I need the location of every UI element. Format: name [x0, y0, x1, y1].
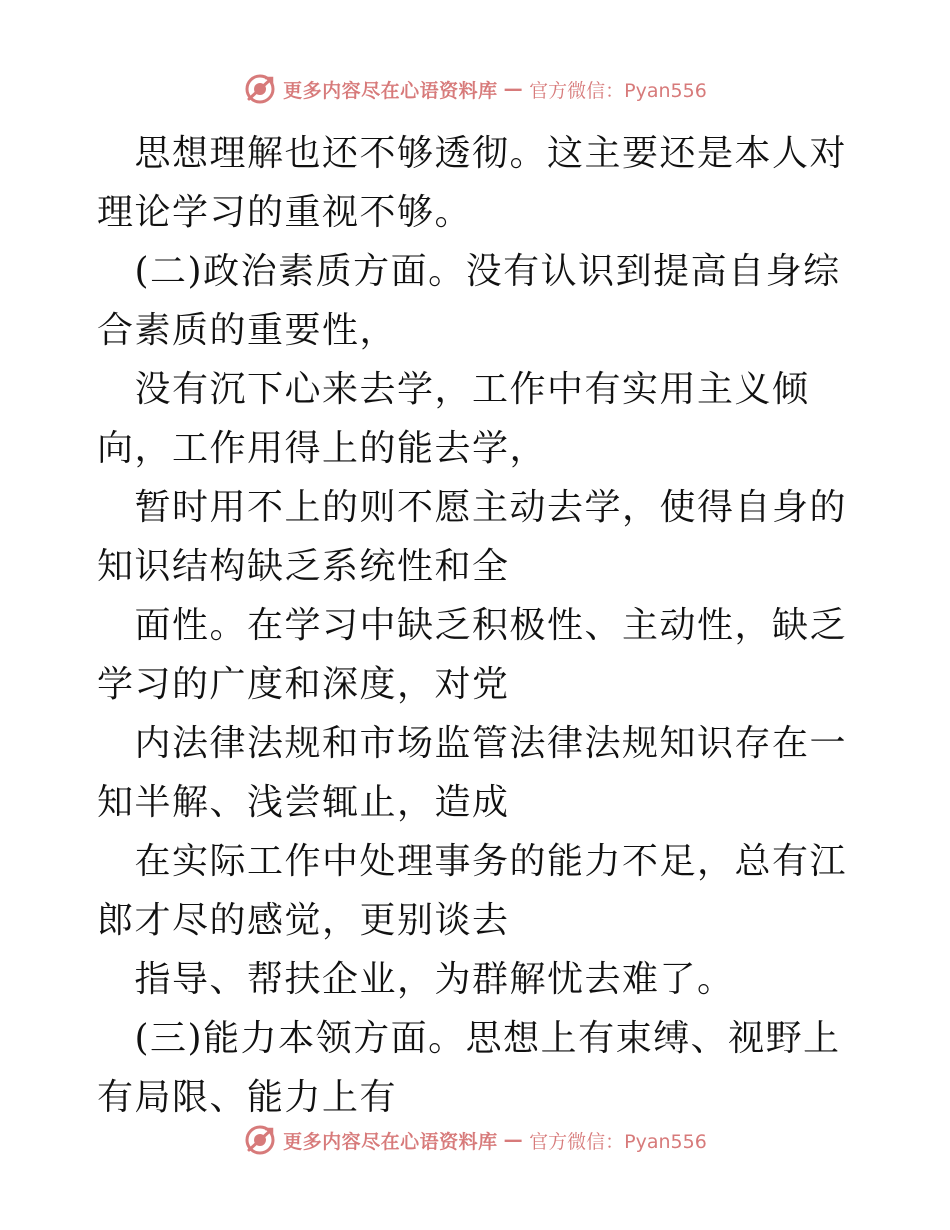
paragraph: 指导、帮扶企业，为群解忧去难了。	[97, 959, 735, 1000]
paragraph: 没有沉下心来去学，工作中有实用主义倾向，工作用得上的能去学，	[97, 369, 810, 469]
footer-contact: 官方微信：Pyan556	[529, 1130, 707, 1153]
footer-brand-text: 更多内容尽在心语资料库	[283, 1130, 498, 1153]
paragraph: 暂时用不上的则不愿主动去学，使得自身的知识结构缺乏系统性和全	[97, 487, 848, 587]
footer-separator: —	[503, 1129, 524, 1151]
header-separator: —	[503, 78, 524, 100]
header-brand-text: 更多内容尽在心语资料库	[283, 79, 498, 102]
document-body	[97, 124, 857, 1127]
brand-logo-icon	[243, 72, 277, 106]
paragraph: 内法律法规和市场监管法律法规知识存在一知半解、浅尝辄止，造成	[97, 723, 848, 823]
paragraph: (三)能力本领方面。思想上有束缚、视野上有局限、能力上有	[97, 1018, 841, 1118]
page-header-watermark	[0, 72, 950, 106]
paragraph: (二)政治素质方面。没有认识到提高自身综合素质的重要性，	[97, 251, 841, 351]
paragraph: 思想理解也还不够透彻。这主要还是本人对理论学习的重视不够。	[97, 133, 848, 233]
paragraph: 面性。在学习中缺乏积极性、主动性，缺乏学习的广度和深度，对党	[97, 605, 848, 705]
paragraph: 在实际工作中处理事务的能力不足，总有江郎才尽的感觉，更别谈去	[97, 841, 848, 941]
brand-logo-icon	[243, 1123, 277, 1157]
page-footer-watermark	[0, 1123, 950, 1157]
header-contact: 官方微信：Pyan556	[529, 79, 707, 102]
